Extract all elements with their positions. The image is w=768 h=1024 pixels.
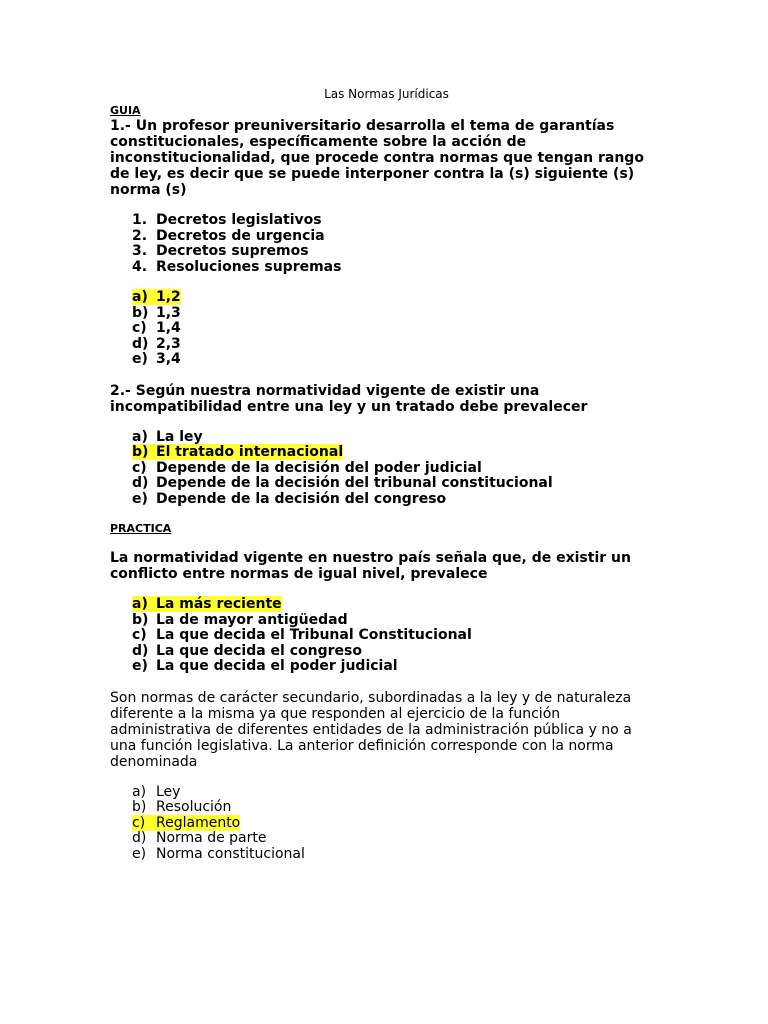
list-item: 3. Decretos supremos [132, 243, 309, 259]
answer-option: c) La que decida el Tribunal Constitucional [132, 627, 472, 643]
answer-option: e) Depende de la decisión del congreso [132, 490, 447, 507]
question-4-options [110, 785, 655, 863]
answer-option: e) La que decida el poder judicial [132, 658, 398, 674]
question-4-text: Son normas de carácter secundario, subordinadas a la ley y de naturaleza diferente a la misma ya que responden al ejercicio de la función administrativa de diferentes entidades de la administración pública y no a una función legislativa. La anterior definición corresponde con la norma denominada [110, 689, 632, 770]
list-item: 4. Resoluciones supremas [132, 258, 342, 275]
answer-option: a) Ley [132, 783, 181, 800]
answer-option-highlighted: a) La más reciente [132, 596, 282, 612]
answer-option-highlighted: c) Reglamento [132, 814, 241, 831]
answer-option: d) Depende de la decisión del tribunal constitucional [132, 475, 553, 491]
answer-option: e) Norma constitucional [132, 845, 305, 862]
question-2-text: 2.- Según nuestra normatividad vigente de existir una incompatibilidad entre una ley y un tratado debe prevalecer [110, 382, 588, 415]
answer-option: a) La ley [132, 428, 203, 445]
answer-option: d) Norma de parte [132, 830, 267, 846]
list-item: 2. Decretos de urgencia [132, 227, 325, 244]
answer-option: d) La que decida el congreso [132, 642, 362, 659]
answer-option-highlighted: b) El tratado internacional [132, 444, 344, 460]
document-page [110, 86, 655, 862]
answer-option: b) Resolución [132, 799, 232, 815]
question-1-options [110, 290, 655, 368]
answer-option-highlighted: a) 1,2 [132, 289, 181, 305]
answer-option: c) 1,4 [132, 320, 181, 336]
document-title: Las Normas Jurídicas [324, 87, 449, 101]
answer-option: b) La de mayor antigüedad [132, 611, 348, 628]
answer-option: c) Depende de la decisión del poder judicial [132, 459, 482, 476]
question-3-options [110, 597, 655, 675]
question-3-text: La normatividad vigente en nuestro país señala que, de existir un conflicto entre normas de igual nivel, prevalece [110, 550, 631, 582]
question-1-text: 1.- Un profesor preuniversitario desarrolla el tema de garantías constitucionales, específicamente sobre la acción de inconstitucionalidad, que procede contra normas que tengan rango de ley, es decir que se puede interponer contra la (s) siguiente (s) norma (s) [110, 118, 644, 198]
answer-option: b) 1,3 [132, 304, 181, 321]
question-1-items [110, 213, 655, 275]
answer-option: d) 2,3 [132, 335, 181, 352]
list-item: 1. Decretos legislativos [132, 212, 322, 228]
section-label-practica: PRACTICA [110, 522, 172, 535]
section-label-guia: GUIA [110, 104, 141, 117]
question-2-options [110, 430, 655, 508]
answer-option: e) 3,4 [132, 351, 181, 367]
